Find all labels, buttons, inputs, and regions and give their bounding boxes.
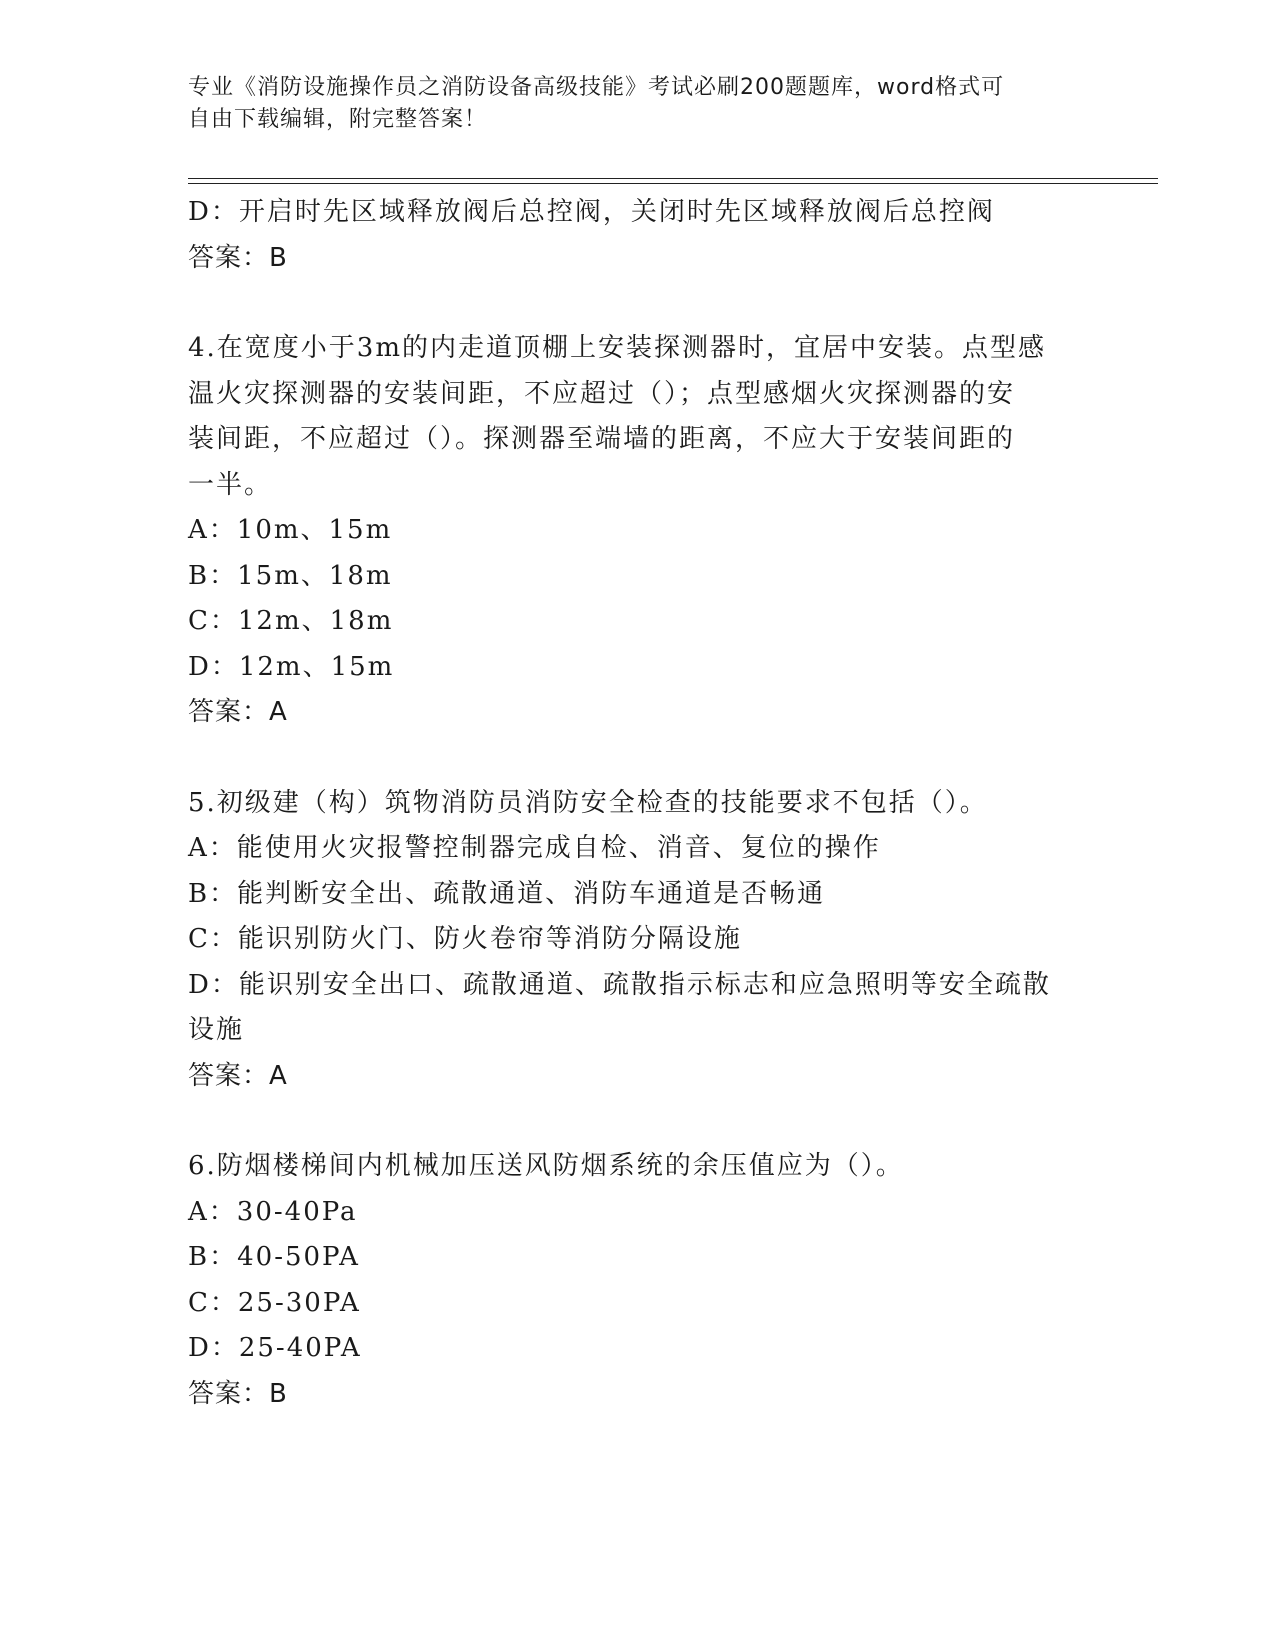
stem-line: 5.初级建（构）筑物消防员消防安全检查的技能要求不包括（）。 xyxy=(188,787,988,818)
stem-line: 温火灾探测器的安装间距，不应超过（）；点型感烟火灾探测器的安 xyxy=(188,378,1016,409)
stem-line: 4.在宽度小于3m的内走道顶棚上安装探测器时，宜居中安装。点型感 xyxy=(188,333,1047,363)
question-4 xyxy=(188,326,1088,736)
question-stem xyxy=(188,1144,1088,1190)
header-divider xyxy=(188,178,1158,179)
spacer xyxy=(188,281,1088,326)
question-stem xyxy=(188,326,1088,508)
option-d: D：能识别安全出口、疏散通道、疏散指示标志和应急照明等安全疏散 xyxy=(188,969,1051,1000)
option-d: D：开启时先区域释放阀后总控阀，关闭时先区域释放阀后总控阀 xyxy=(188,197,995,227)
question-stem xyxy=(188,781,1088,827)
option-a: A：30-40Pa xyxy=(188,1196,358,1227)
option-d: D：12m、15m xyxy=(188,651,395,682)
option-b: B：40-50PA xyxy=(188,1242,360,1272)
question-6 xyxy=(188,1144,1088,1417)
option-c: C：12m、18m xyxy=(188,606,394,636)
prev-question-tail xyxy=(188,190,1088,281)
question-5 xyxy=(188,781,1088,1100)
option-a: A：10m、15m xyxy=(188,515,393,545)
spacer xyxy=(188,736,1088,781)
option-d: D：25-40PA xyxy=(188,1333,362,1363)
answer-line: 答案：A xyxy=(188,697,288,727)
question-content xyxy=(188,190,1088,1417)
answer-line: 答案：A xyxy=(188,1060,288,1091)
answer-line: 答案：B xyxy=(188,242,288,273)
header-divider xyxy=(188,183,1158,184)
option-b: B：15m、18m xyxy=(188,560,393,591)
option-a: A：能使用火灾报警控制器完成自检、消音、复位的操作 xyxy=(188,833,881,863)
answer-line: 答案：B xyxy=(188,1378,288,1409)
header-line: 自由下载编辑，附完整答案！ xyxy=(188,107,488,132)
document-header xyxy=(188,72,1088,136)
header-line: 专业《消防设施操作员之消防设备高级技能》考试必刷200题题库，word格式可 xyxy=(188,75,1005,100)
stem-line: 6.防烟楼梯间内机械加压送风防烟系统的余压值应为（）。 xyxy=(188,1151,904,1181)
spacer xyxy=(188,1099,1088,1144)
option-d-continued: 设施 xyxy=(188,1015,245,1045)
option-b: B：能判断安全出、疏散通道、消防车通道是否畅通 xyxy=(188,878,826,909)
option-c: C：能识别防火门、防火卷帘等消防分隔设施 xyxy=(188,924,742,954)
stem-line: 装间距，不应超过（）。探测器至端墙的距离，不应大于安装间距的 xyxy=(188,424,1016,454)
stem-line: 一半。 xyxy=(188,469,273,500)
option-c: C：25-30PA xyxy=(188,1287,361,1318)
